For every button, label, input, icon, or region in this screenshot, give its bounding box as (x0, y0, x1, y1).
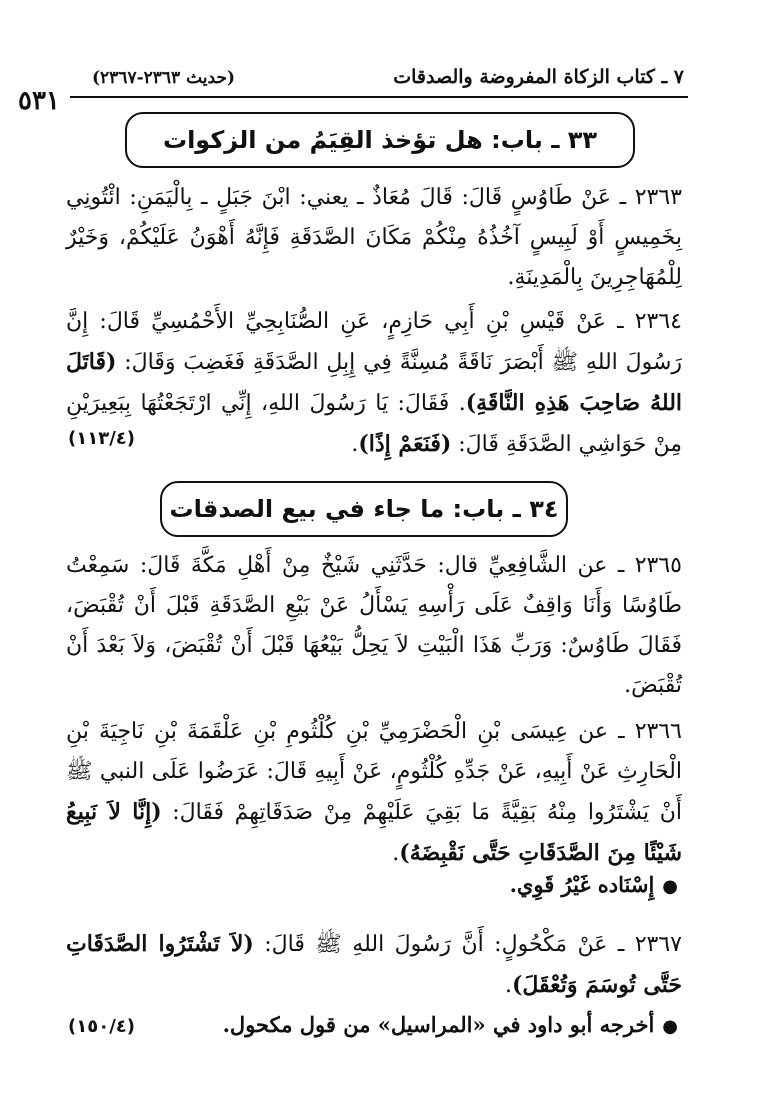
hadith-2363 (66, 178, 682, 298)
hadith-text: . (351, 432, 359, 457)
hadith-2365 (66, 546, 682, 706)
takhrij-note (223, 1012, 678, 1037)
chapter-title: ٣٣ ـ باب: هل تؤخذ القِيَمُ من الزكوات (162, 126, 598, 154)
running-title: ٧ ـ كتاب الزكاة المفروضة والصدقات (393, 66, 684, 88)
chapter-heading-33 (125, 112, 635, 168)
hadith-quote: (إِنَّا لاَ نَبِيعُ شَيْئًا مِنَ الصَّدَقَاتِ حَتَّى نَقْبِضَهُ) (66, 799, 682, 866)
hadith-quote: (لاَ تَشْتَرُوا الصَّدَقَاتِ حَتَّى تُوسَمَ وَتُعْقَلَ) (66, 931, 682, 998)
hadith-text: ٢٣٦٤ ـ عَنْ قَيْسِ بْنِ أَبِي حَازِمٍ، عَنِ الصُّنَابِحِيِّ الأَحْمُسِيِّ قَالَ: إِنَّ رَسُولَ اللهِ ﷺ أَبْصَرَ نَاقَةً مُسِنَّةً فِي إِبِلِ الصَّدَقَةِ فَغَضِبَ وَقَالَ: (66, 309, 682, 375)
hadith-range: (حديث ٢٣٦٣-٢٣٦٧) (92, 68, 235, 88)
hadith-text: ٢٣٦٣ ـ عَنْ طَاوُسٍ قَالَ: قَالَ مُعَاذٌ ـ يعني: ابْنَ جَبَلٍ ـ بِالْيَمَنِ: ائْتُونِي بِخَمِيسٍ أَوْ لَبِيسٍ آخُذُهُ مِنْكُمْ مَكَانَ الصَّدَقَةِ فَإِنَّهُ أَهْوَنُ عَلَيْكُمْ، وَخَيْرٌ لِلْمُهَاجِرِينَ بِالْمَدِينَةِ. (66, 185, 682, 290)
bullet-icon: ● (662, 1016, 678, 1037)
hadith-quote: (فَنَعَمْ إِذًا) (358, 431, 452, 457)
hadith-2364 (66, 302, 682, 465)
hadith-2367 (66, 924, 682, 1006)
page-number: ٥٣١ (18, 86, 60, 116)
chapter-title: ٣٤ ـ باب: ما جاء في بيع الصدقات (169, 495, 559, 523)
header-rule (70, 96, 688, 98)
hadith-text: . فَقَالَ: يَا رَسُولَ اللهِ، إِنِّي ارْتَجَعْتُهَا بِبَعِيرَيْنِ مِنْ حَوَاشِي الصَّدَقَةِ قَالَ: (66, 391, 682, 457)
hadith-text: ٢٣٦٥ ـ عن الشَّافِعِيِّ قال: حَدَّثَنِي شَيْخٌ مِنْ أَهْلِ مَكَّةَ قَالَ: سَمِعْتُ طَاوُسًا وَأَنَا وَاقِفٌ عَلَى رَأْسِهِ يَسْأَلُ عَنْ بَيْعِ الصَّدَقَةِ قَبْلَ أَنْ تُقْبَضَ، فَقَالَ طَاوُسٌ: وَرَبِّ هَذَا الْبَيْتِ لاَ يَحِلُّ بَيْعُهَا قَبْلَ أَنْ تُقْبَضَ، وَلاَ بَعْدَ أَنْ تُقْبَضَ. (66, 553, 682, 698)
grading-note (510, 872, 678, 897)
note-text: إِسْنَاده غَيْرُ قَوِي. (509, 872, 655, 897)
hadith-quote: (قَاتَلَ اللهُ صَاحِبَ هَذِهِ النَّاقَةِ) (66, 349, 683, 416)
source-reference: (١١٣/٤) (68, 428, 135, 449)
source-reference: (١٥٠/٤) (68, 1016, 135, 1037)
chapter-heading-34 (160, 481, 568, 537)
hadith-2366 (66, 712, 682, 874)
bullet-icon: ● (662, 876, 678, 897)
hadith-text: . (504, 973, 512, 998)
note-text: أخرجه أبو داود في «المراسيل» من قول مكحول. (222, 1012, 655, 1037)
hadith-text: ٢٣٦٧ ـ عَنْ مَكْحُولٍ: أَنَّ رَسُولَ اللهِ ﷺ قَالَ: (264, 932, 682, 957)
hadith-text: ٢٣٦٦ ـ عن عِيسَى بْنِ الْحَضْرَمِيِّ بْنِ كُلْثُومِ بْنِ عَلْقَمَةَ بْنِ نَاجِيَةَ بْنِ الْحَارِثِ عَنْ أَبِيهِ، عَنْ جَدِّهِ كُلْثُومٍ، عَنْ أَبِيهِ قَالَ: عَرَضُوا عَلَى النبي ﷺ أَنْ يَشْتَرُوا مِنْهُ بَقِيَّةً مَا بَقِيَ عَلَيْهِمْ مِنْ صَدَقَاتِهِمْ فَقَالَ: (66, 719, 682, 825)
hadith-text: . (392, 841, 400, 866)
